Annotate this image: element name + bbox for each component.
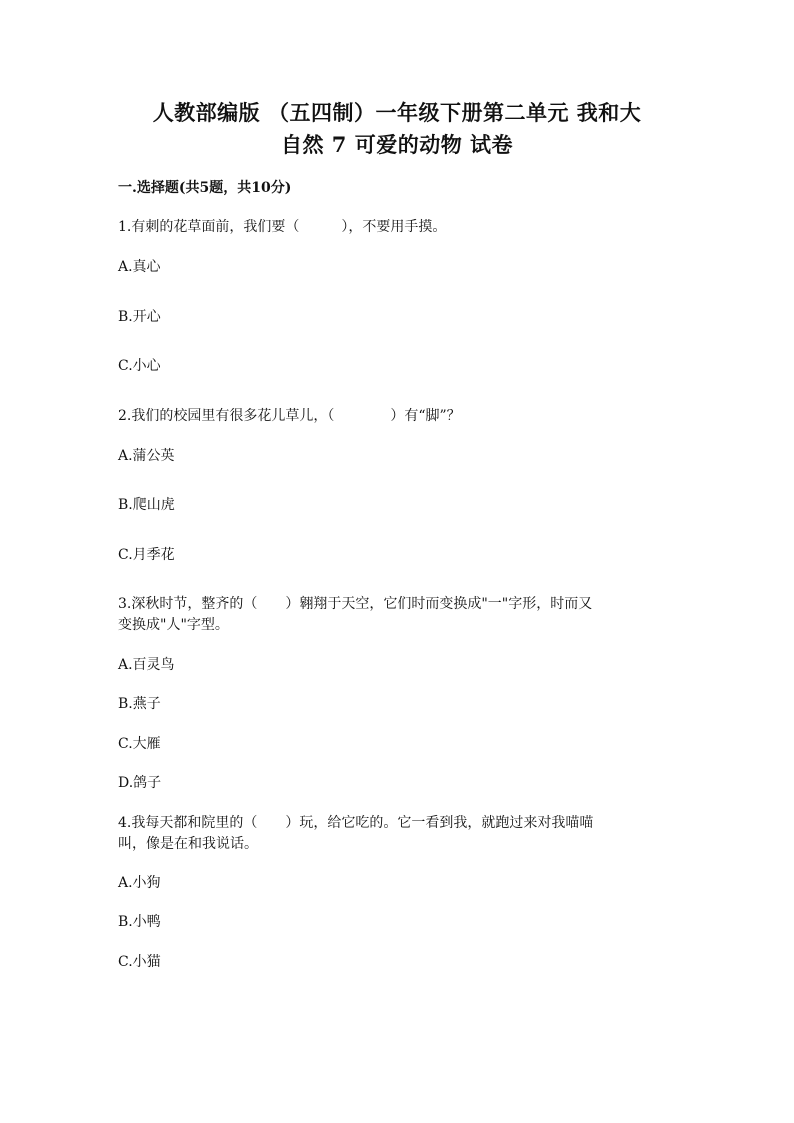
page-title-line-1: 人教部编版 （五四制）一年级下册第二单元 我和大 [152,100,642,125]
question-3-option-a: A.百灵鸟 [118,657,175,673]
question-1-option-c: C.小心 [118,358,161,374]
page-title-line-2: 自然 7 可爱的动物 试卷 [280,132,514,157]
question-text: 1.有刺的花草面前，我们要（ ），不要用手摸。 [118,219,447,235]
question-1-option-a: A.真心 [118,259,161,275]
question-2-option-b: B.爬山虎 [118,497,175,513]
question-text: 2.我们的校园里有很多花儿草儿，（ ）有“脚”？ [118,408,461,424]
question-3 [118,594,678,636]
question-text-line-2: 变换成"人"字型。 [118,617,229,633]
question-1 [118,217,678,238]
question-4 [118,813,678,855]
question-1-option-b: B.开心 [118,309,161,325]
question-3-option-b: B.燕子 [118,696,161,712]
question-4-option-b: B.小鸭 [118,914,161,930]
question-text-line-1: 4.我每天都和院里的（ ）玩，给它吃的。它一看到我，就跑过来对我喵喵 [118,815,594,831]
question-4-option-a: A.小狗 [118,875,161,891]
question-3-option-c: C.大雁 [118,736,161,752]
question-4-option-c: C.小猫 [118,954,161,970]
section-heading: 一.选择题(共5题，共10分) [118,180,292,196]
question-2 [118,406,678,427]
question-text-line-1: 3.深秋时节，整齐的（ ）翱翔于天空，它们时而变换成"一"字形，时而又 [118,596,593,612]
question-2-option-a: A.蒲公英 [118,448,175,464]
question-2-option-c: C.月季花 [118,547,175,563]
question-text-line-2: 叫，像是在和我说话。 [118,836,258,852]
question-3-option-d: D.鸽子 [118,775,162,791]
